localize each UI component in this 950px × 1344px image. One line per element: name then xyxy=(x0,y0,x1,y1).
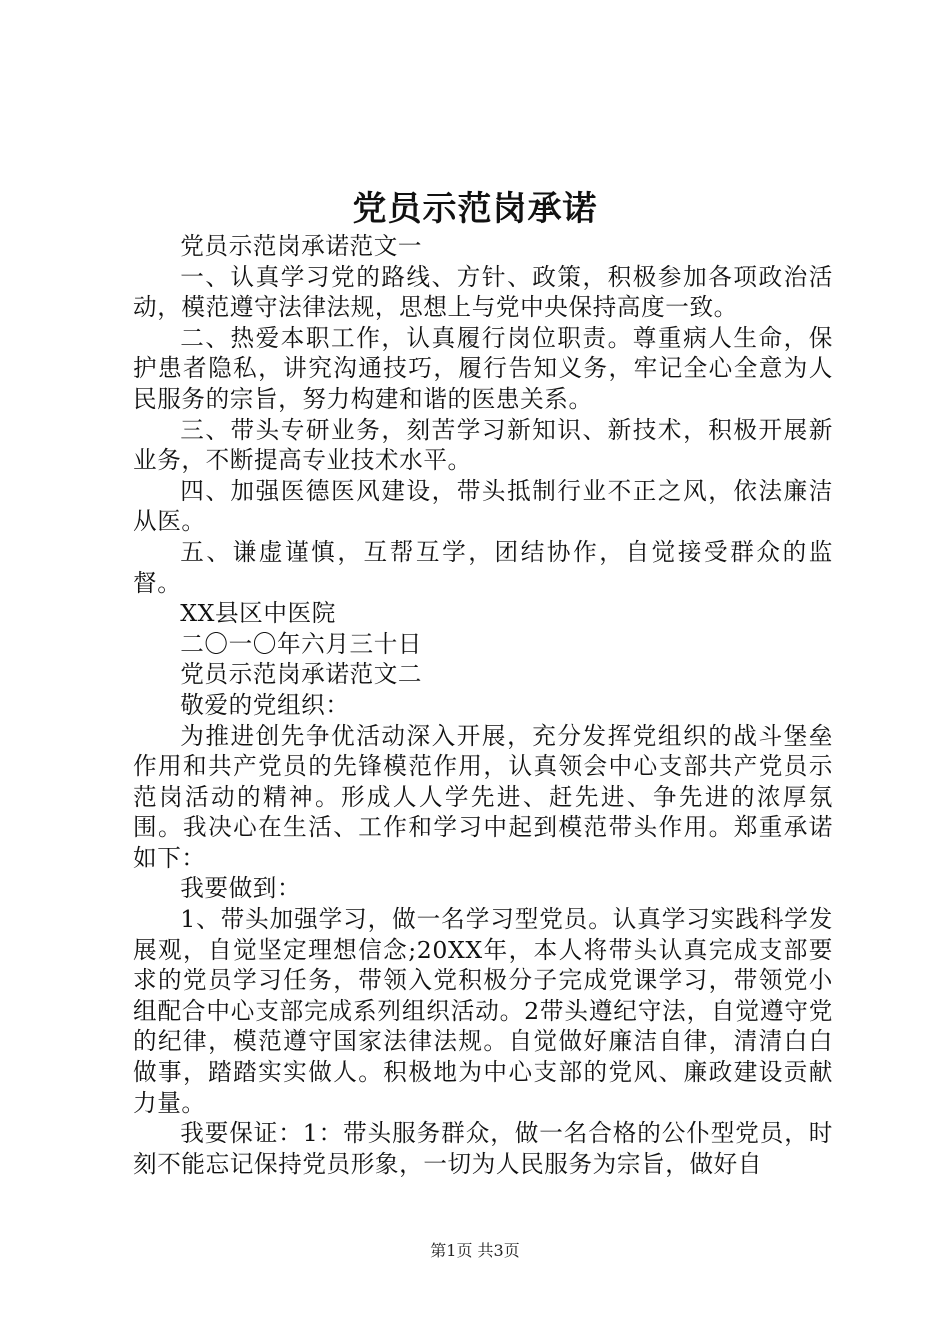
paragraph-pledge-5: 五、谦虚谨慎，互帮互学，团结协作，自觉接受群众的监督。 xyxy=(133,537,833,597)
paragraph-item-1: 1、带头加强学习，做一名学习型党员。认真学习实践科学发展观，自觉坚定理想信念;20XX年，本人将带头认真完成支部要求的党员学习任务，带领入党积极分子完成党课学习，带领党小组配合中心支部完成系列组织活动。2带头遵纪守法，自觉遵守党的纪律，模范遵守国家法律法规。自觉做好廉洁自律，清清白白做事，踏踏实实做人。积极地为中心支部的党风、廉政建设贡献力量。 xyxy=(133,905,833,1117)
paragraph-organization: XX县区中医院 xyxy=(180,599,336,628)
document-body xyxy=(133,231,833,1179)
paragraph-intro: 为推进创先争优活动深入开展，充分发挥党组织的战斗堡垒作用和共产党员的先锋模范作用，认真领会中心支部共产党员示范岗活动的精神。形成人人学先进、赶先进、争先进的浓厚氛围。我决心在生活、工作和学习中起到模范带头作用。郑重承诺如下： xyxy=(133,721,833,872)
paragraph-i-will-do: 我要做到： xyxy=(180,874,302,903)
paragraph-i-guarantee: 我要保证：1：带头服务群众，做一名合格的公仆型党员，时刻不能忘记保持党员形象，一切为人民服务为宗旨，做好自 xyxy=(133,1119,833,1178)
paragraph-pledge-1: 一、认真学习党的路线、方针、政策，积极参加各项政治活动，模范遵守法律法规，思想上与党中央保持高度一致。 xyxy=(133,262,833,322)
paragraph-pledge-4: 四、加强医德医风建设，带头抵制行业不正之风，依法廉洁从医。 xyxy=(133,476,833,536)
document-title: 党员示范岗承诺 xyxy=(352,189,598,229)
paragraph-heading-sample-2: 党员示范岗承诺范文二 xyxy=(180,660,423,689)
page-footer: 第1页 共3页 xyxy=(430,1241,520,1260)
paragraph-date: 二〇一〇年六月三十日 xyxy=(180,629,423,658)
paragraph-pledge-3: 三、带头专研业务，刻苦学习新知识、新技术，积极开展新业务，不断提高专业技术水平。 xyxy=(133,415,833,475)
paragraph-pledge-2: 二、热爱本职工作，认真履行岗位职责。尊重病人生命，保护患者隐私，讲究沟通技巧，履行告知义务，牢记全心全意为人民服务的宗旨，努力构建和谐的医患关系。 xyxy=(133,323,833,413)
paragraph-heading-sample-1: 党员示范岗承诺范文一 xyxy=(180,232,423,260)
paragraph-salutation: 敬爱的党组织： xyxy=(180,690,350,719)
